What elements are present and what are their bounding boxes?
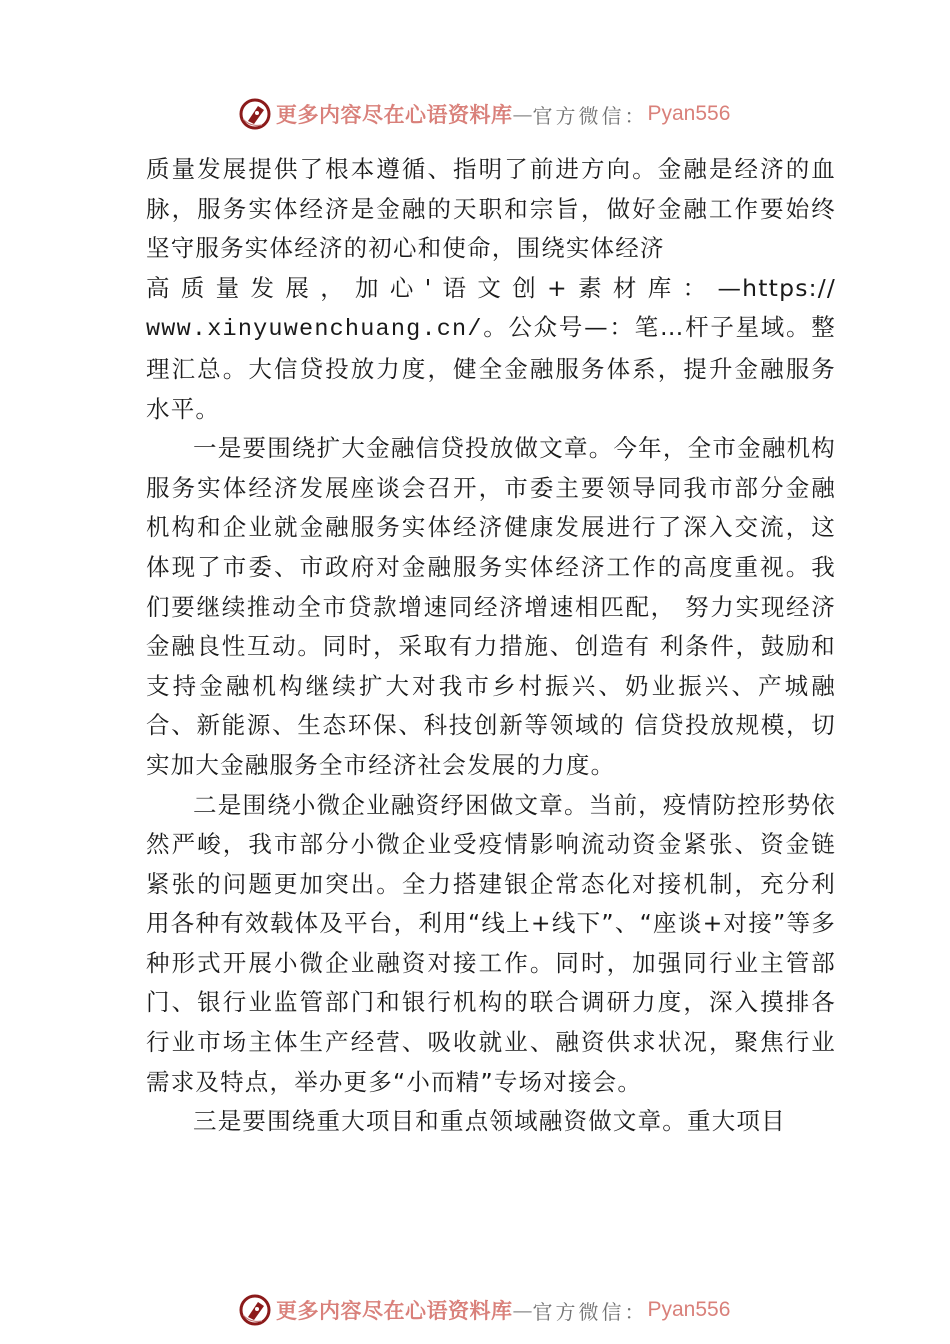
banner-dash: — xyxy=(512,1298,533,1322)
banner-official-label: 官方微信： xyxy=(532,103,648,128)
banner-wechat-id: Pyan556 xyxy=(647,102,731,125)
paragraph-intro-a: 质量发展提供了根本遵循、指明了前进方向。金融是经济的血脉，服务实体经济是金融的天职和宗旨，做好金融工作要始终坚守服务实体经济的初心和使命，围绕实体经济 xyxy=(146,155,836,263)
document-body xyxy=(146,150,836,1142)
header-banner xyxy=(238,94,730,134)
banner-official-label: 官方微信： xyxy=(532,1299,648,1324)
pen-nib-logo-icon xyxy=(238,97,272,131)
pen-nib-logo-icon xyxy=(238,1293,272,1327)
paragraph-intro-b: 高质量发展，加心'语文创+素材库：—https:// xyxy=(146,273,836,302)
website-url-text: www.xinyuwenchuang.cn/ xyxy=(146,316,483,344)
paragraph-intro-c xyxy=(146,308,836,429)
footer-banner xyxy=(238,1290,730,1330)
paragraph-intro-d: 。公众号—：笔…杆子星域。整理汇总。大信贷投放力度，健全金融服务体系，提升金融服务水平。 xyxy=(146,313,836,423)
banner-main-text: 更多内容尽在心语资料库 xyxy=(276,102,513,127)
banner-wechat-id: Pyan556 xyxy=(647,1298,731,1321)
paragraph-credit-expansion: 一是要围绕扩大金融信贷投放做文章。今年，全市金融机构服务实体经济发展座谈会召开，市委主要领导同我市部分金融机构和企业就金融服务实体经济健康发展进行了深入交流，这体现了市委、市政府对金融服务实体经济工作的高度重视。我们要继续推动全市贷款增速同经济增速相匹配， 努力实现经济金融良性互动。同时，采取有力措施、创造有 利条件，鼓励和支持金融机构继续扩大对我市乡村振兴、奶业振兴、产城融合、新能源、生态环保、科技创新等领域的 信贷投放规模，切实加大金融服务全市经济社会发展的力度。 xyxy=(146,434,836,779)
banner-main-text: 更多内容尽在心语资料库 xyxy=(276,1298,513,1323)
paragraph-small-business-financing: 二是围绕小微企业融资纾困做文章。当前，疫情防控形势依然严峻，我市部分小微企业受疫情影响流动资金紧张、资金链紧张的问题更加突出。全力搭建银企常态化对接机制，充分利用各种有效载体及平台，利用“线上+线下”、“座谈+对接”等多种形式开展小微企业融资对接工作。同时，加强同行业主管部门、银行业监管部门和银行机构的联合调研力度，深入摸排各行业市场主体生产经营、吸收就业、融资供求状况，聚焦行业需求及特点，举办更多“小而精”专场对接会。 xyxy=(146,790,836,1096)
banner-dash: — xyxy=(512,102,533,126)
paragraph-major-projects: 三是要围绕重大项目和重点领域融资做文章。重大项目 xyxy=(193,1107,786,1136)
